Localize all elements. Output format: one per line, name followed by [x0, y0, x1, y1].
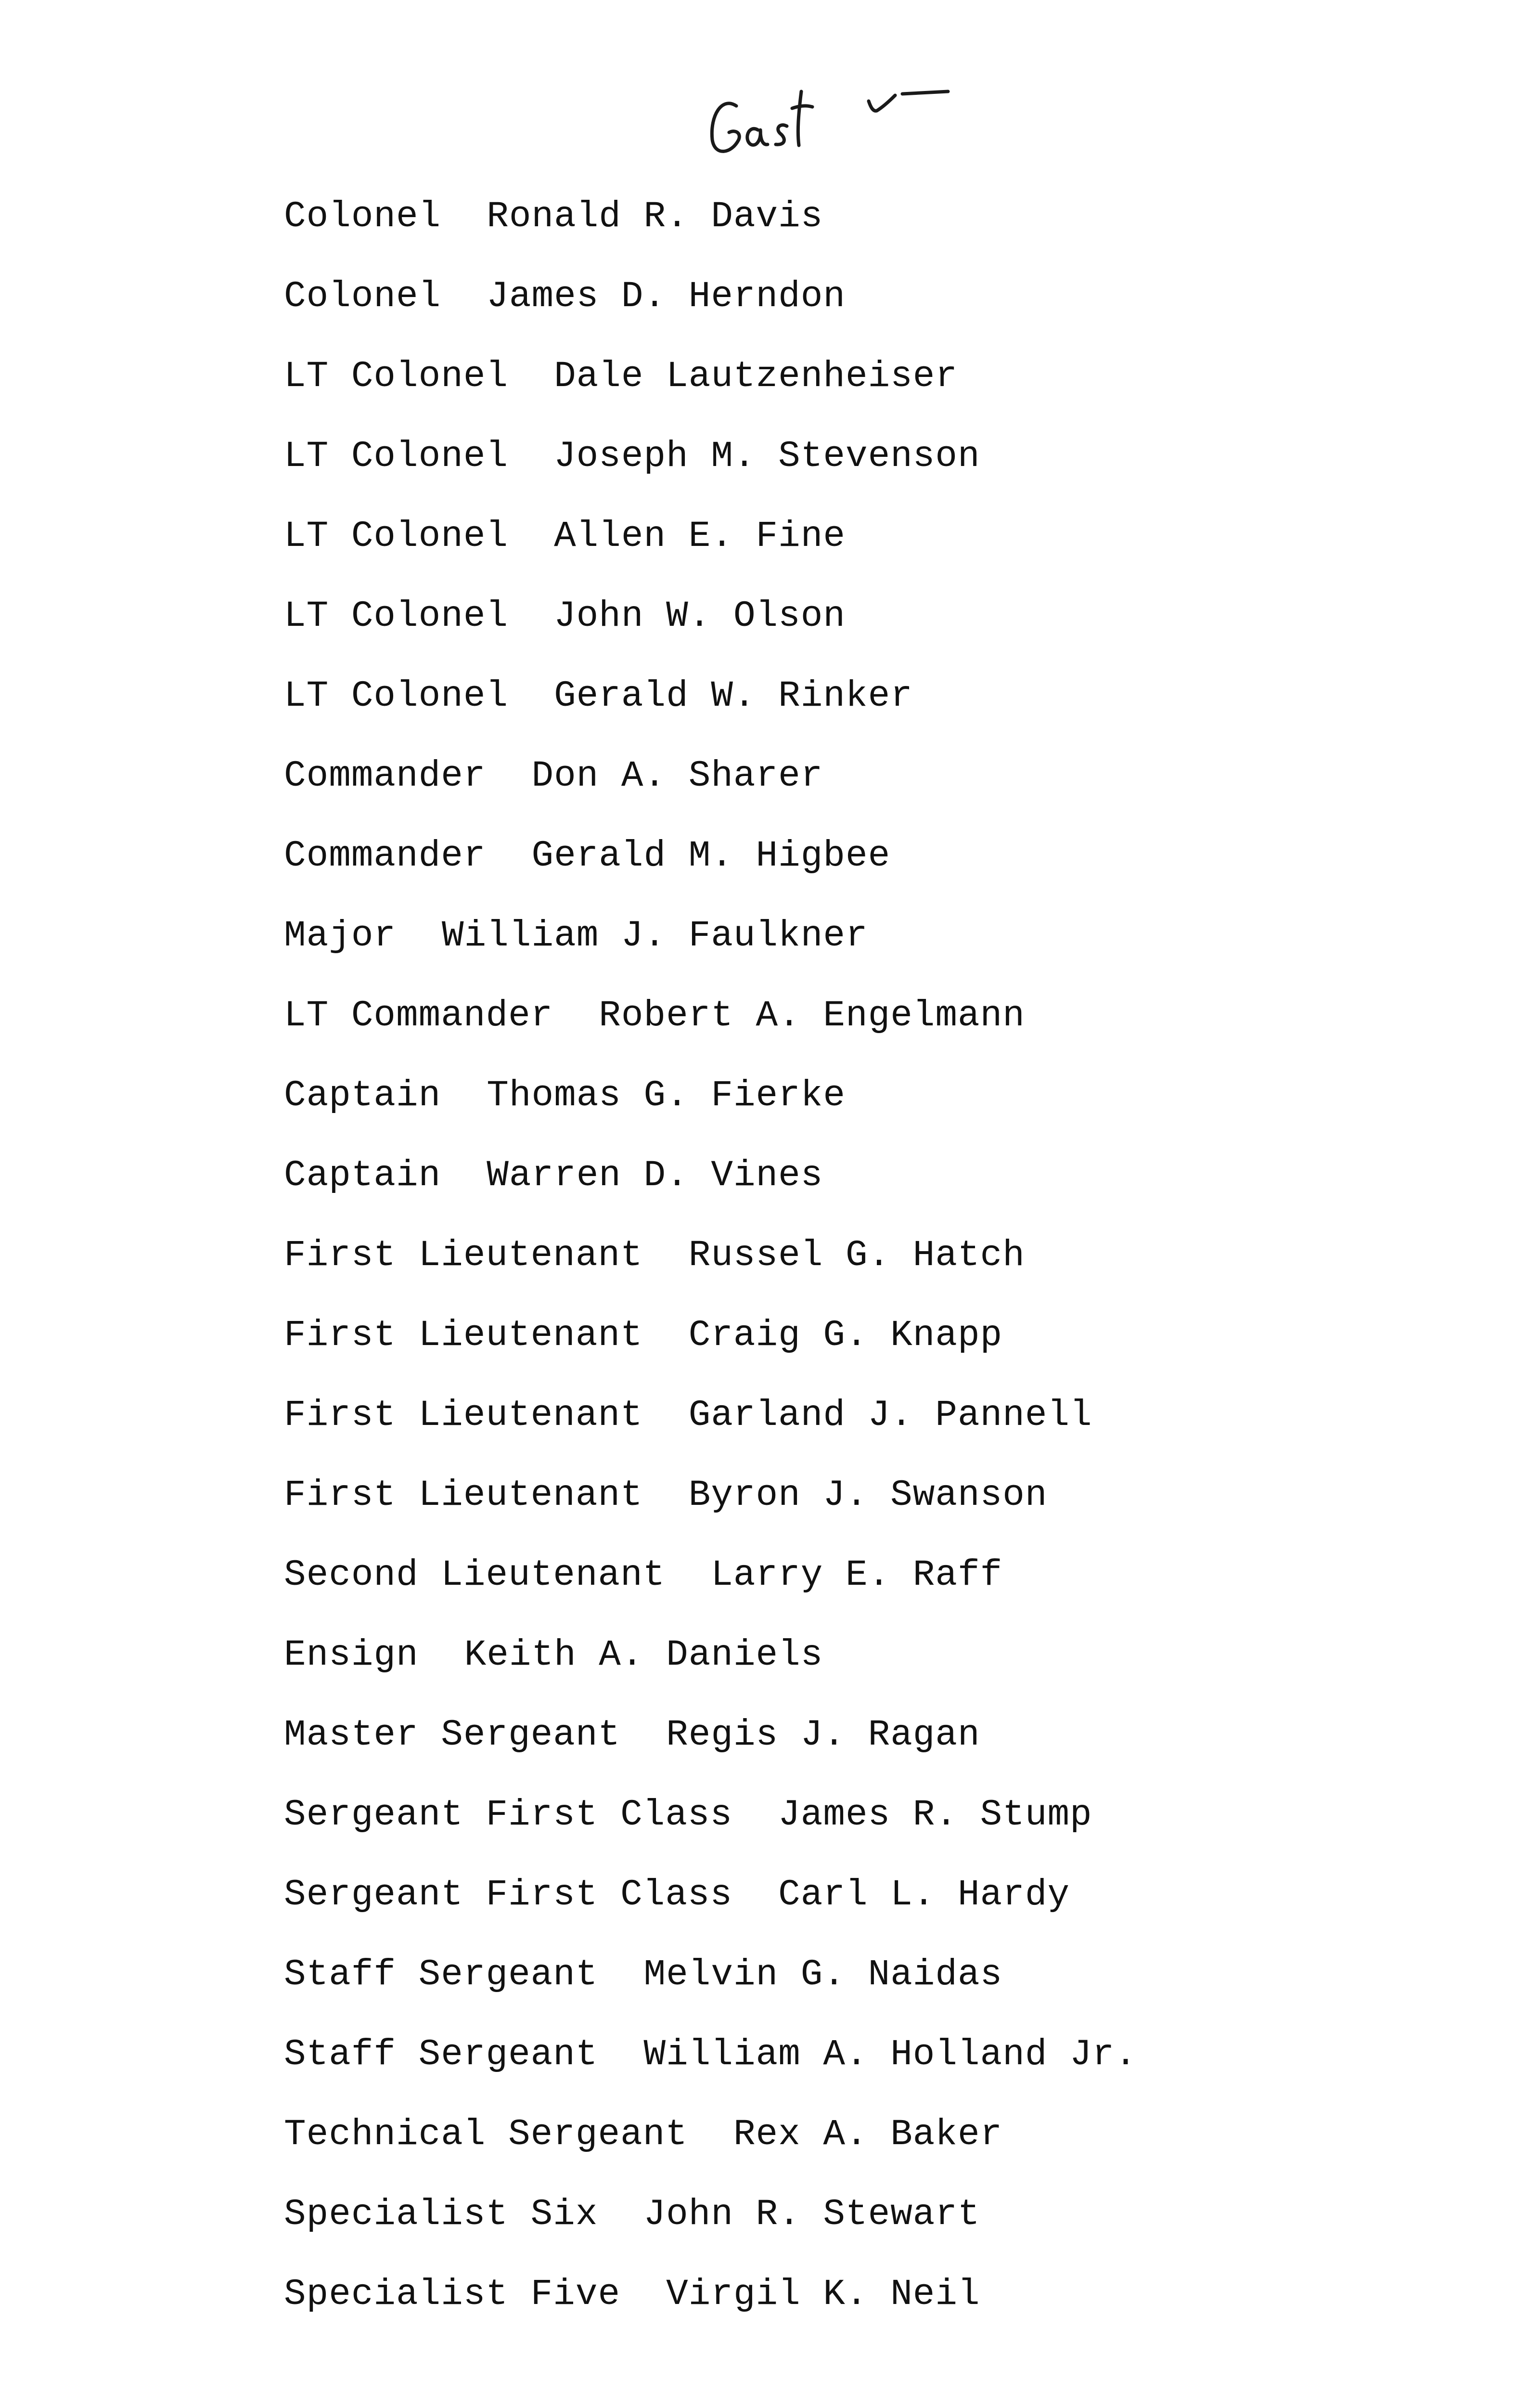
roster-row	[284, 1871, 1439, 1951]
person-name: Robert A. Engelmann	[599, 995, 1025, 1036]
rank: LT Colonel	[284, 675, 509, 717]
rank: Colonel	[284, 196, 441, 237]
person-name: Gerald M. Higbee	[531, 835, 891, 877]
roster-row	[284, 2110, 1439, 2190]
person-name: Thomas G. Fierke	[487, 1075, 846, 1116]
rank: Major	[284, 915, 397, 957]
rank: LT Colonel	[284, 595, 509, 637]
rank: LT Colonel	[284, 516, 509, 557]
rank: LT Colonel	[284, 356, 509, 397]
roster-row	[284, 592, 1439, 672]
person-name: Melvin G. Naidas	[643, 1954, 1003, 1995]
person-name: Don A. Sharer	[531, 755, 823, 797]
rank: Captain	[284, 1075, 441, 1116]
roster-row	[284, 672, 1439, 752]
person-name: Keith A. Daniels	[464, 1634, 823, 1676]
roster-row	[284, 1471, 1439, 1551]
rank: Sergeant First Class	[284, 1874, 733, 1915]
rank: Staff Sergeant	[284, 2034, 598, 2075]
rank: Sergeant First Class	[284, 1794, 733, 1836]
roster-row	[284, 1551, 1439, 1631]
rank: Specialist Six	[284, 2194, 598, 2235]
roster-row	[284, 912, 1439, 992]
roster-row	[284, 1231, 1439, 1311]
person-name: Allen E. Fine	[554, 516, 846, 557]
person-name: James R. Stump	[778, 1794, 1092, 1836]
roster-row	[284, 832, 1439, 912]
roster-row	[284, 432, 1439, 512]
roster-row	[284, 193, 1439, 272]
person-name: William J. Faulkner	[442, 915, 868, 957]
roster-row	[284, 992, 1439, 1072]
roster-row	[284, 272, 1439, 352]
person-name: John R. Stewart	[643, 2194, 980, 2235]
person-name: Virgil K. Neil	[666, 2274, 980, 2315]
person-name: Rex A. Baker	[733, 2114, 1003, 2155]
rank: Specialist Five	[284, 2274, 621, 2315]
rank: Captain	[284, 1155, 441, 1196]
roster-row	[284, 1951, 1439, 2031]
roster-row	[284, 2031, 1439, 2110]
rank: Technical Sergeant	[284, 2114, 688, 2155]
person-name: Warren D. Vines	[487, 1155, 823, 1196]
rank: Master Sergeant	[284, 1714, 621, 1756]
roster-row	[284, 352, 1439, 432]
rank: Ensign	[284, 1634, 419, 1676]
person-name: Regis J. Ragan	[666, 1714, 980, 1756]
rank: Commander	[284, 755, 486, 797]
rank: First Lieutenant	[284, 1235, 643, 1276]
roster-row	[284, 1152, 1439, 1231]
roster-row	[284, 2190, 1439, 2270]
roster-row	[284, 2270, 1439, 2350]
roster-row	[284, 1072, 1439, 1152]
rank: LT Commander	[284, 995, 553, 1036]
person-name: Byron J. Swanson	[688, 1475, 1048, 1516]
roster-row	[284, 1791, 1439, 1871]
rank: First Lieutenant	[284, 1315, 643, 1356]
roster-row	[284, 1311, 1439, 1391]
person-name: James D. Herndon	[487, 276, 846, 317]
person-name: Ronald R. Davis	[487, 196, 823, 237]
roster-row	[284, 752, 1439, 832]
person-name: Gerald W. Rinker	[554, 675, 913, 717]
person-name: Larry E. Raff	[711, 1554, 1003, 1596]
rank: Second Lieutenant	[284, 1554, 666, 1596]
person-name: Carl L. Hardy	[778, 1874, 1070, 1915]
rank: First Lieutenant	[284, 1395, 643, 1436]
rank: First Lieutenant	[284, 1475, 643, 1516]
person-name: Russel G. Hatch	[688, 1235, 1025, 1276]
handwritten-annotation	[703, 72, 972, 168]
roster-row	[284, 1711, 1439, 1791]
rank: LT Colonel	[284, 436, 509, 477]
personnel-roster	[284, 193, 1439, 2350]
roster-row	[284, 1391, 1439, 1471]
person-name: Craig G. Knapp	[688, 1315, 1003, 1356]
roster-row	[284, 512, 1439, 592]
person-name: John W. Olson	[554, 595, 846, 637]
person-name: Dale Lautzenheiser	[554, 356, 958, 397]
rank: Colonel	[284, 276, 441, 317]
rank: Staff Sergeant	[284, 1954, 598, 1995]
person-name: Garland J. Pannell	[688, 1395, 1092, 1436]
person-name: Joseph M. Stevenson	[554, 436, 980, 477]
roster-row	[284, 1631, 1439, 1711]
rank: Commander	[284, 835, 486, 877]
person-name: William A. Holland Jr.	[643, 2034, 1137, 2075]
